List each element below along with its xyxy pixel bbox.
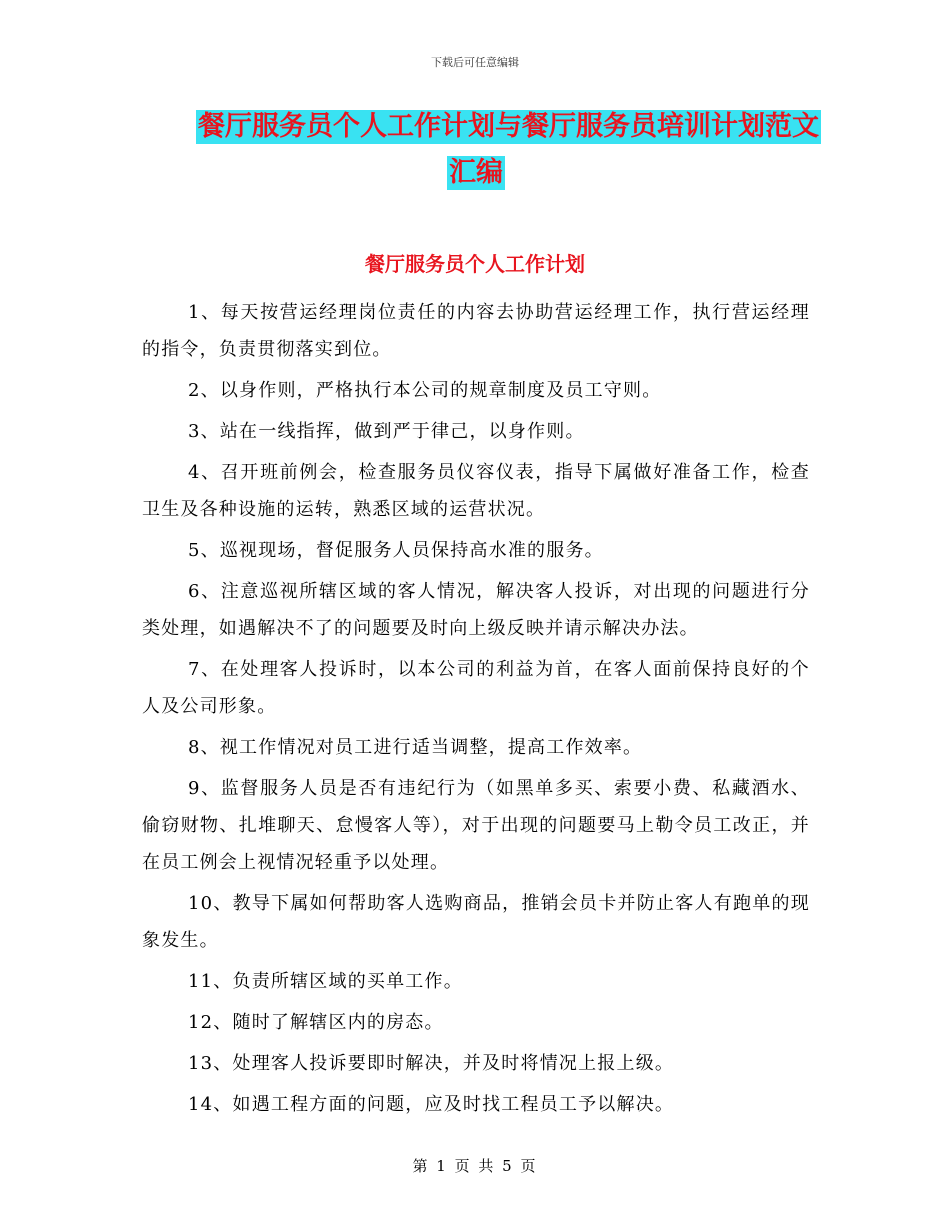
page-footer: 第 1 页 共 5 页 xyxy=(412,1157,538,1175)
section-title: 餐厅服务员个人工作计划 xyxy=(365,252,585,276)
paragraph: 13、处理客人投诉要即时解决，并及时将情况上报上级。 xyxy=(188,1053,675,1074)
paragraph: 5、巡视现场，督促服务人员保持高水准的服务。 xyxy=(188,540,604,561)
paragraph: 11、负责所辖区域的买单工作。 xyxy=(188,971,463,992)
paragraph: 3、站在一线指挥，做到严于律己，以身作则。 xyxy=(188,421,585,442)
paragraph: 9、监督服务人员是否有违纪行为（如黑单多买、索要小费、私藏酒水、偷窃财物、扎堆聊天、怠慢客人等），对于出现的问题要马上勒令员工改正，并在员工例会上视情况轻重予以处理。 xyxy=(142,778,810,873)
header-note: 下载后可任意编辑 xyxy=(431,56,519,69)
paragraph: 6、注意巡视所辖区域的客人情况，解决客人投诉，对出现的问题进行分类处理，如遇解决不了的问题要及时向上级反映并请示解决办法。 xyxy=(142,581,810,639)
document-title-line-1: 餐厅服务员个人工作计划与餐厅服务员培训计划范文 xyxy=(198,111,819,142)
paragraph: 12、随时了解辖区内的房态。 xyxy=(188,1012,444,1033)
document-body xyxy=(142,294,810,1127)
paragraph: 14、如遇工程方面的问题，应及时找工程员工予以解决。 xyxy=(188,1094,675,1115)
paragraph: 8、视工作情况对员工进行适当调整，提高工作效率。 xyxy=(188,737,643,758)
paragraph: 1、每天按营运经理岗位责任的内容去协助营运经理工作，执行营运经理的指令，负责贯彻落实到位。 xyxy=(142,302,810,360)
paragraph: 2、以身作则，严格执行本公司的规章制度及员工守则。 xyxy=(188,380,662,401)
document-title-line-2: 汇编 xyxy=(449,157,503,188)
paragraph: 10、教导下属如何帮助客人选购商品，推销会员卡并防止客人有跑单的现象发生。 xyxy=(142,893,810,951)
paragraph: 7、在处理客人投诉时，以本公司的利益为首，在客人面前保持良好的个人及公司形象。 xyxy=(142,659,810,717)
paragraph: 4、召开班前例会，检查服务员仪容仪表，指导下属做好准备工作，检查卫生及各种设施的运转，熟悉区域的运营状况。 xyxy=(142,462,810,520)
